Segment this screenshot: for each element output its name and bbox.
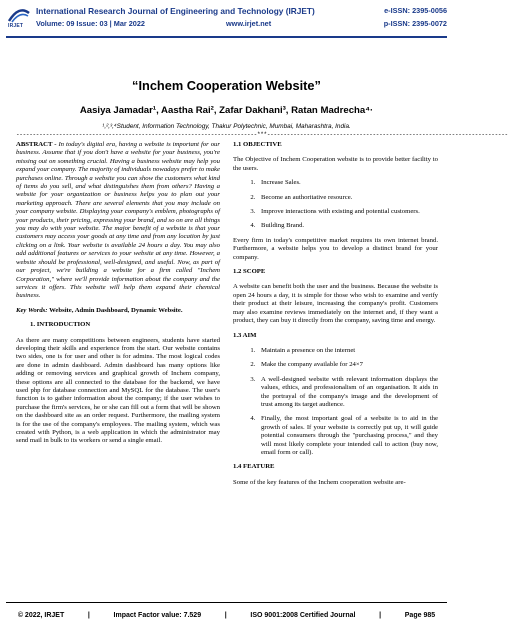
header-divider [6, 36, 447, 38]
list-item: 2. Make the company available for 24×7 [257, 361, 438, 369]
keywords-text: Website, Admin Dashboard, Dynamic Website. [47, 306, 183, 314]
footer-page-number: Page 985 [404, 612, 436, 619]
list-item: 1. Increase Sales. [257, 179, 438, 187]
scope-text: A website can benefit both the user and the business. Because the website is open 24 hours a day, it is simple for those who wish to examine and verify their product at their leisure, increasing the company's profit. Customers may also examine reviews immediately on the internet and, if they want a product, they can buy it directly from the company, saving time and energy. [233, 283, 438, 325]
left-column [16, 141, 220, 452]
aim-list [233, 347, 438, 457]
paper-affiliation: ¹,²,³,⁴Student, Information Technology, Thakur Polytechnic, Mumbai, Maharashtra, India. [102, 123, 351, 130]
abstract-label: ABSTRACT - [16, 141, 59, 148]
paper-authors: Aasiya Jamadar¹, Aastha Rai², Zafar Dakhani³, Ratan Madrecha⁴· [79, 105, 374, 116]
footer-impact-factor: Impact Factor value: 7.529 [113, 612, 202, 619]
feature-heading: 1.4 FEATURE [233, 463, 275, 471]
list-item: 1. Maintain a presence on the internet [257, 347, 438, 355]
objective-list [233, 179, 438, 231]
objective-paragraph: Every firm in today's competitive market requires its own internet brand. Furthermore, a website helps you to develop a distinct brand for your company. [233, 236, 438, 261]
feature-text: Some of the key features of the Inchem cooperation website are- [233, 478, 406, 486]
footer-iso: ISO 9001:2008 Certified Journal [250, 612, 356, 619]
footer-copyright: © 2022, IRJET [17, 612, 65, 619]
list-item: 4. Building Brand. [257, 222, 438, 230]
introduction-text: As there are many competitions between engineers, students have started developing their skills and experience from the start. Our website contains two sides, one is for user and other is for admins. The most logical codes are done in admin dashboard. Admin dashboard has many options like adding or removing services and graphical growth of Inchem company, these options are all connected to the database for the backend, we have used php for database connection and MySQL for the database. The user's function is to gather information about the company; if the user wishes to purchase the firm's services, he or she can fill out a form that will be shown on the dashboard site as an order request. Furthermore, the mailing system is for the use of the company's employees. The mailing system, which was created with Python, is a web application in which the administrator may send mail in bulk to its workers or send a single email. [16, 336, 220, 445]
list-item: 4. Finally, the most important goal of a website is to aid in the growth of sales. If your website is correctly put up, it will guide potential consumers through the "purchasing process," and they will most likely complete your intended call to action (buy now, email form or call). [257, 415, 438, 457]
keywords [16, 307, 220, 315]
list-item: 3. A well-designed website with relevant information displays the values, ethics, and professionalism of an organisation. It aids in the portrayal of the company's image and the development of trust among its target audience. [257, 376, 438, 410]
journal-header [6, 4, 447, 34]
paper-title: “Inchem Cooperation Website” [132, 78, 321, 93]
journal-website: www.irjet.net [226, 19, 272, 28]
p-issn: p-ISSN: 2395-0072 [383, 19, 447, 28]
list-item: 3. Improve interactions with existing and potential customers. [257, 208, 438, 216]
journal-volume: Volume: 09 Issue: 03 | Mar 2022 [36, 19, 145, 28]
journal-title: International Research Journal of Engineering and Technology (IRJET) [36, 6, 315, 16]
e-issn: e-ISSN: 2395-0056 [384, 6, 447, 15]
scope-heading: 1.2 SCOPE [233, 268, 266, 276]
logo-text: IRJET [8, 23, 24, 29]
objective-intro: The Objective of Inchem Cooperation website is to provide better facility to the users. [233, 156, 438, 172]
abstract [16, 141, 220, 301]
objective-heading: 1.1 OBJECTIVE [233, 141, 282, 148]
aim-heading: 1.3 AIM [233, 331, 257, 339]
introduction-heading: 1. INTRODUCTION [30, 321, 91, 329]
separator-line: -------------------------------------------------------------------------***------------------------------------------------------------------------- [16, 131, 508, 138]
list-item: 2. Become an authoritative resource. [257, 194, 438, 202]
footer-divider [6, 602, 447, 603]
keywords-label: Key Words: [16, 306, 48, 314]
journal-footer: © 2022, IRJET | Impact Factor value: 7.529 | ISO 9001:2008 Certified Journal | Page 985 [17, 612, 436, 619]
right-column [233, 141, 438, 493]
abstract-text: In today's digital era, having a website is important for our business. Assume that if you don't have a website for your business, you're missing out on something crucial. Having a business website may help you expand your company. The majority of individuals nowadays prefer to make purchases online. Through a website you can show the customers what kind of items do you sell, and what distinguishes them from others? Having a website for your organization or business helps you to plan out your marketing approach. There are several elements that you may include on your company website. Displaying your company's emblem, photographs of your products, their pricing, expressing your brand, and so on are all things you may do with your website. The major benefit of a website is that your customers may access your goods at any time and from any location by just clicking on a link. Your website is available 24 hours a day. You may also add additional features or services to your website at any time. However, a website should be professional, well-designed, and useful. Now, as part of our project, we're building a website for a firm called "Inchem Corporation," where we'll provide information about the company and the services it offers. This website will help them expand their chemical business. [16, 141, 220, 300]
